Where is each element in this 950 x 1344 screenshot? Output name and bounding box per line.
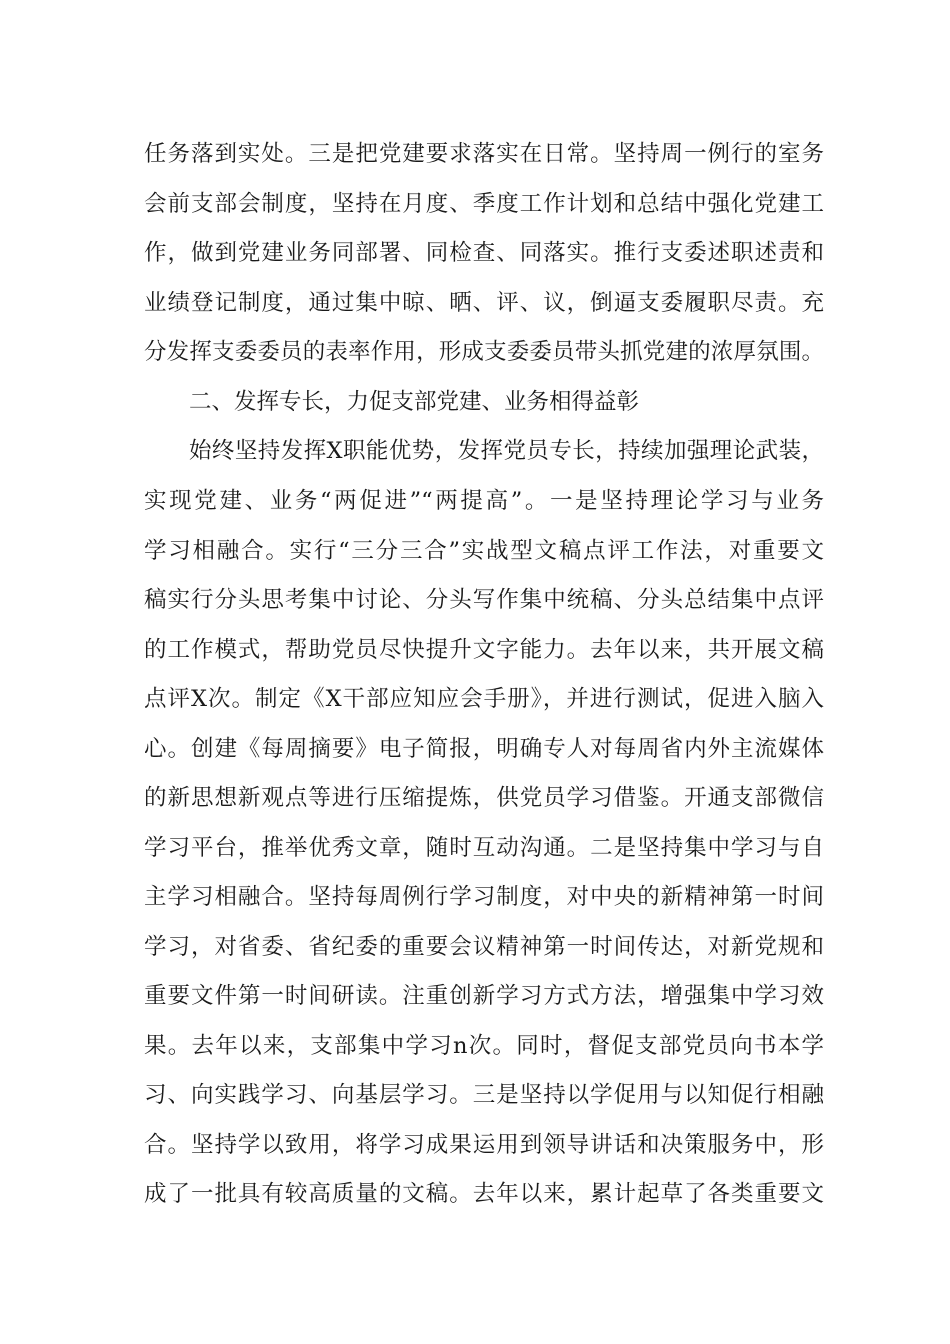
text-line: 习、向实践学习、向基层学习。三是坚持以学促用与以知促行相融 bbox=[144, 1082, 824, 1108]
text-line: 合。坚持学以致用，将学习成果运用到领导讲话和决策服务中，形 bbox=[144, 1132, 824, 1158]
text-line: 稿实行分头思考集中讨论、分头写作集中统稿、分头总结集中点评 bbox=[144, 587, 824, 613]
text-line: 的新思想新观点等进行压缩提炼，供党员学习借鉴。开通支部微信 bbox=[144, 785, 824, 811]
text-line: 学习，对省委、省纪委的重要会议精神第一时间传达，对新党规和 bbox=[144, 934, 824, 960]
text-line: 果。去年以来，支部集中学习n次。同时，督促支部党员向书本学 bbox=[144, 1033, 824, 1059]
text-line: 学习相融合。实行“三分三合”实战型文稿点评工作法，对重要文 bbox=[144, 538, 824, 564]
text-line: 作，做到党建业务同部署、同检查、同落实。推行支委述职述责和 bbox=[144, 240, 824, 266]
text-line: 心。创建《每周摘要》电子简报，明确专人对每周省内外主流媒体 bbox=[144, 736, 824, 762]
text-line: 成了一批具有较高质量的文稿。去年以来，累计起草了各类重要文 bbox=[144, 1181, 824, 1207]
section-heading: 二、发挥专长，力促支部党建、业务相得益彰 bbox=[189, 389, 640, 415]
text-line: 分发挥支委委员的表率作用，形成支委委员带头抓党建的浓厚氛围。 bbox=[144, 339, 824, 365]
text-line: 点评X次。制定《X干部应知应会手册》，并进行测试，促进入脑入 bbox=[144, 686, 824, 712]
text-line: 会前支部会制度，坚持在月度、季度工作计划和总结中强化党建工 bbox=[144, 191, 824, 217]
text-line: 的工作模式，帮助党员尽快提升文字能力。去年以来，共开展文稿 bbox=[144, 637, 824, 663]
text-line: 重要文件第一时间研读。注重创新学习方式方法，增强集中学习效 bbox=[144, 983, 824, 1009]
text-line: 实现党建、业务“两促进”“两提高”。一是坚持理论学习与业务 bbox=[144, 488, 824, 514]
text-line: 任务落到实处。三是把党建要求落实在日常。坚持周一例行的室务 bbox=[144, 141, 824, 167]
text-line: 业绩登记制度，通过集中晾、晒、评、议，倒逼支委履职尽责。充 bbox=[144, 290, 824, 316]
text-line: 学习平台，推举优秀文章，随时互动沟通。二是坚持集中学习与自 bbox=[144, 835, 824, 861]
text-line: 主学习相融合。坚持每周例行学习制度，对中央的新精神第一时间 bbox=[144, 884, 824, 910]
paragraph-first-line: 始终坚持发挥X职能优势，发挥党员专长，持续加强理论武装， bbox=[189, 438, 824, 464]
